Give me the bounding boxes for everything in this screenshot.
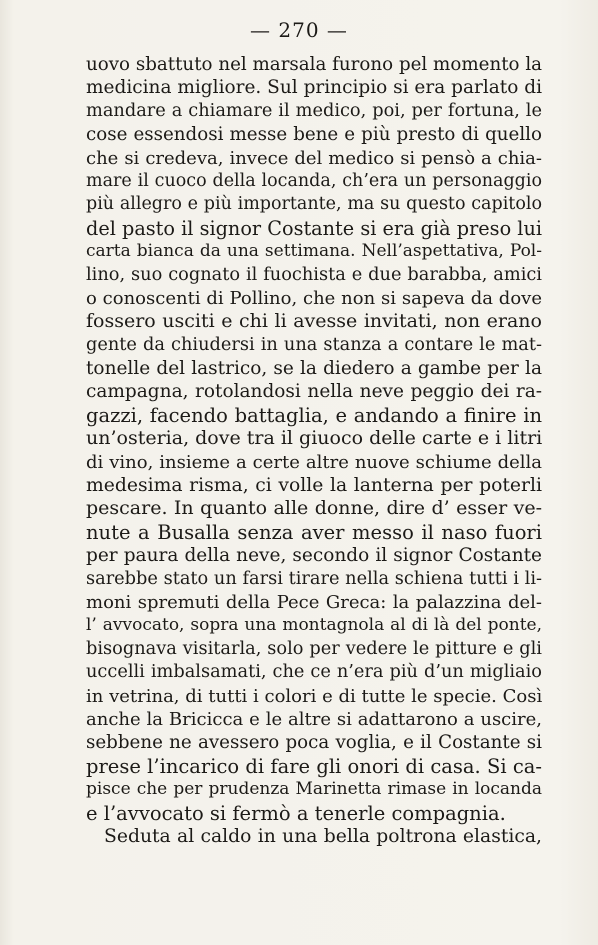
text-line: uccelli imbalsamati, che ce n’era più d’un migliaio [86,662,542,683]
text-line: per paura della neve, secondo il signor Costante [86,545,542,567]
text-line: carta bianca da una settimana. Nell’aspettativa, Pol- [86,241,542,262]
text-line: del pasto il signor Costante si era già preso lui [86,216,542,240]
text-line: nute a Busalla senza aver messo il naso fuori [86,520,542,544]
text-line: pescare. In quanto alle donne, dire d’ esser ve- [86,497,542,520]
text-line: medesima risma, ci volle la lanterna per poterli [86,475,542,497]
text-line: o conoscenti di Pollino, che non si sapeva da dove [86,287,542,309]
text-line: medicina migliore. Sul principio si era parlato di [86,77,543,99]
text-line: uovo sbattuto nel marsala furono pel momento la [86,54,543,75]
text-line: campagna, rotolandosi nella neve peggio dei ra- [86,381,542,403]
text-line: che si credeva, invece del medico si pensò a chia- [86,147,542,169]
text-line: mare il cuoco della locanda, ch’era un personaggio [86,170,542,191]
text-line: di vino, insieme a certe altre nuove schiume della [86,451,542,473]
text-line: mandare a chiamare il medico, poi, per fortuna, le [86,100,542,121]
text-line: tonelle del lastrico, se la diedero a gambe per la [86,358,542,380]
body-text [86,53,542,848]
text-line: un’osteria, dove tra il giuoco delle carte e i litri [86,427,543,450]
text-line: fossero usciti e chi li avesse invitati, non erano [86,310,542,333]
page-number: — 270 — [250,18,348,42]
text-line: sebbene ne avessero poca voglia, e il Costante si [86,732,542,754]
text-line: gente da chiudersi in una stanza a contare le mat- [86,334,542,355]
text-line: prese l’incarico di fare gli onori di casa. Si ca- [86,754,542,778]
text-line: cose essendosi messe bene e più presto di quello [86,124,542,146]
text-line: gazzi, facendo battaglia, e andando a finire in [86,403,542,427]
text-line: in vetrina, di tutti i colori e di tutte le specie. Così [86,685,543,707]
text-line: più allegro e più importante, ma su questo capitolo [86,194,542,215]
text-line: Seduta al caldo in una bella poltrona elastica, [104,825,542,847]
text-line: l’ avvocato, sopra una montagnola al di là del ponte, [86,615,542,636]
text-line: anche la Bricicca e le altre si adattarono a uscire, [86,708,542,730]
text-line: pisce che per prudenza Marinetta rimase in locanda [86,779,542,800]
text-line: bisognava visitarla, solo per vedere le pitture e gli [86,638,542,659]
text-line: e l’avvocato si fermò a tenerle compagnia. [86,801,506,825]
text-line: sarebbe stato un farsi tirare nella schiena tutti i li- [86,568,542,589]
text-line: moni spremuti della Pece Greca: la palazzina del- [86,591,542,613]
text-line: lino, suo cognato il fuochista e due barabba, amici [86,264,542,285]
